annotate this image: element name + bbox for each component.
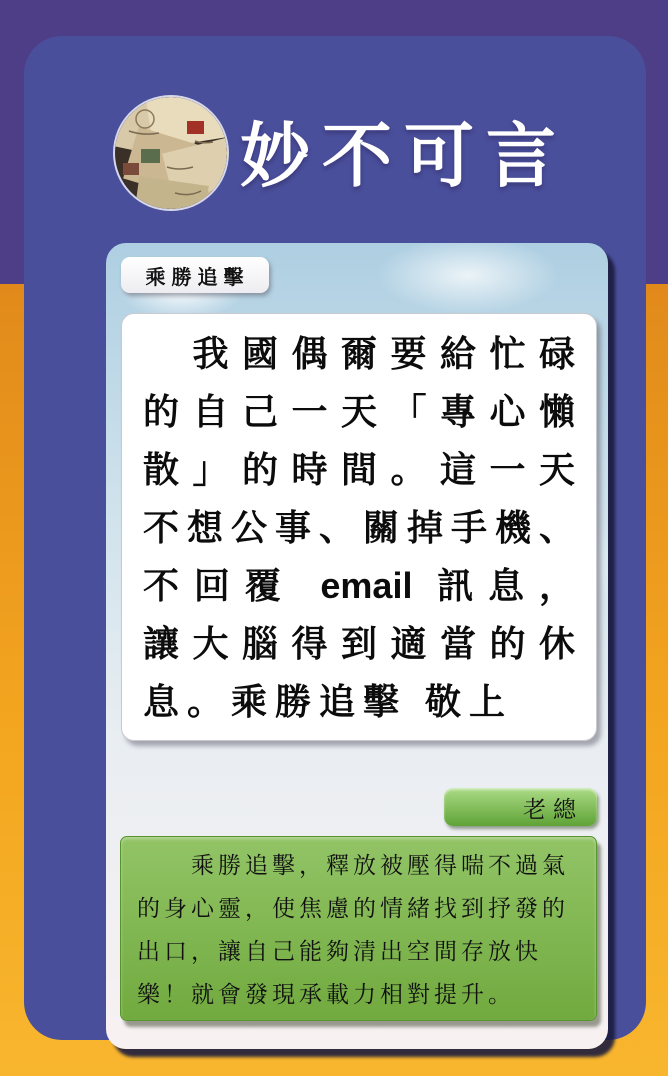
reply-bubble	[120, 836, 597, 1021]
message-line-signature: 息。乘勝追擊 敬上	[143, 681, 514, 722]
message-bubble	[121, 313, 597, 741]
message-line: 我國偶爾要給忙碌	[143, 333, 575, 374]
sender-badge: 乘勝追擊	[121, 257, 269, 293]
page-title: 妙不可言	[240, 117, 568, 195]
message-line: 不想公事、關掉手機、	[143, 507, 575, 548]
message-line: 不回覆 email 訊息，	[143, 565, 575, 606]
recipient-badge: 老總	[444, 788, 597, 826]
reply-line: 乘勝追擊，釋放被壓得喘不過氣	[137, 853, 569, 878]
chat-panel	[106, 243, 608, 1049]
old-letters-icon	[115, 97, 227, 209]
reply-line: 的身心靈，使焦慮的情緒找到抒發的	[137, 896, 569, 921]
message-line: 讓大腦得到適當的休	[143, 623, 575, 664]
message-line: 散」的時間。這一天	[143, 449, 575, 490]
message-line: 的自己一天「專心懶	[143, 391, 575, 432]
avatar	[115, 97, 227, 209]
reply-line: 出口，讓自己能夠清出空間存放快	[137, 939, 542, 964]
main-card	[24, 36, 646, 1040]
reply-line: 樂！就會發現承載力相對提升。	[137, 982, 515, 1007]
